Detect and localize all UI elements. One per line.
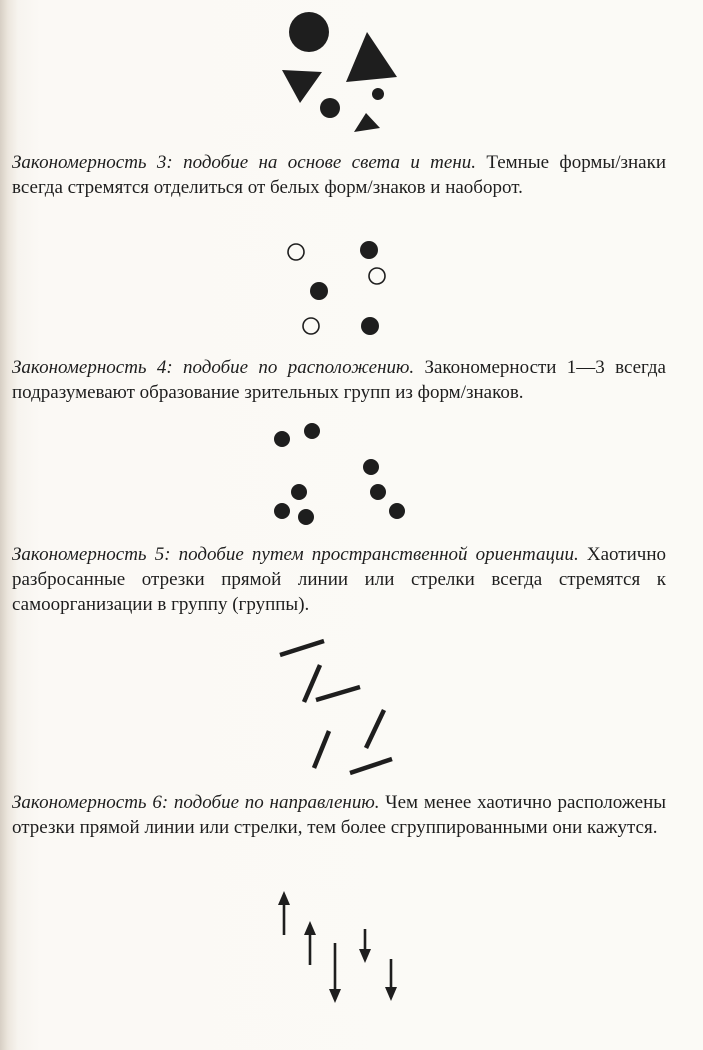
arrow-up-icon — [304, 921, 316, 935]
position-figure — [0, 410, 703, 535]
segment — [316, 687, 360, 700]
segment — [350, 759, 392, 773]
dot — [291, 484, 307, 500]
dark-circle — [360, 241, 378, 259]
dot — [274, 431, 290, 447]
section-5-body: Хаотично разбросанные отрезки прямой линии или стрелки всегда стремятся к самоорганизации в группу (группы). — [12, 544, 666, 615]
arrow-down-icon — [329, 989, 341, 1003]
section-3-text — [12, 150, 666, 200]
dot — [370, 484, 386, 500]
section-5-lead: Закономерность 5: подобие путем пространственной ориентации. — [12, 544, 579, 565]
large-circle — [289, 12, 329, 52]
dot — [304, 423, 320, 439]
arrow-down-icon — [385, 987, 397, 1001]
orientation-figure — [0, 630, 703, 790]
line-segments — [280, 641, 392, 773]
small-triangle — [354, 113, 380, 132]
shapes-figure — [0, 0, 703, 140]
section-4-body: Закономерности 1—3 всегда подразумевают образование зрительных групп из форм/знаков. — [12, 357, 666, 403]
section-3-body: Темные формы/знаки всегда стремятся отделиться от белых форм/знаков и наоборот. — [12, 152, 666, 198]
inverted-triangle — [282, 70, 322, 103]
segment — [366, 710, 384, 748]
section-3-lead: Закономерность 3: подобие на основе света и тени. — [12, 152, 476, 173]
large-triangle — [346, 32, 397, 82]
section-5-text — [12, 542, 666, 617]
light-dark-figure — [0, 230, 703, 350]
dark-circle — [361, 317, 379, 335]
segment — [280, 641, 324, 655]
section-6-lead: Закономерность 6: подобие по направлению. — [12, 792, 380, 813]
white-circle — [303, 318, 319, 334]
arrow-down-icon — [359, 949, 371, 963]
section-4-lead: Закономерность 4: подобие по расположению. — [12, 357, 415, 378]
segment — [314, 731, 329, 768]
dot — [363, 459, 379, 475]
medium-circle — [320, 98, 340, 118]
dot — [298, 509, 314, 525]
white-circle — [369, 268, 385, 284]
dot — [389, 503, 405, 519]
direction-figure — [0, 885, 703, 1015]
arrows — [278, 891, 397, 1003]
small-circle — [372, 88, 384, 100]
section-4-text — [12, 355, 666, 405]
arrow-up-icon — [278, 891, 290, 905]
dot — [274, 503, 290, 519]
segment — [304, 665, 320, 702]
section-6-body: Чем менее хаотично расположены отрезки прямой линии или стрелки, тем более сгруппированными они кажутся. — [12, 792, 666, 838]
white-circle — [288, 244, 304, 260]
section-6-text — [12, 790, 666, 840]
dark-circle — [310, 282, 328, 300]
